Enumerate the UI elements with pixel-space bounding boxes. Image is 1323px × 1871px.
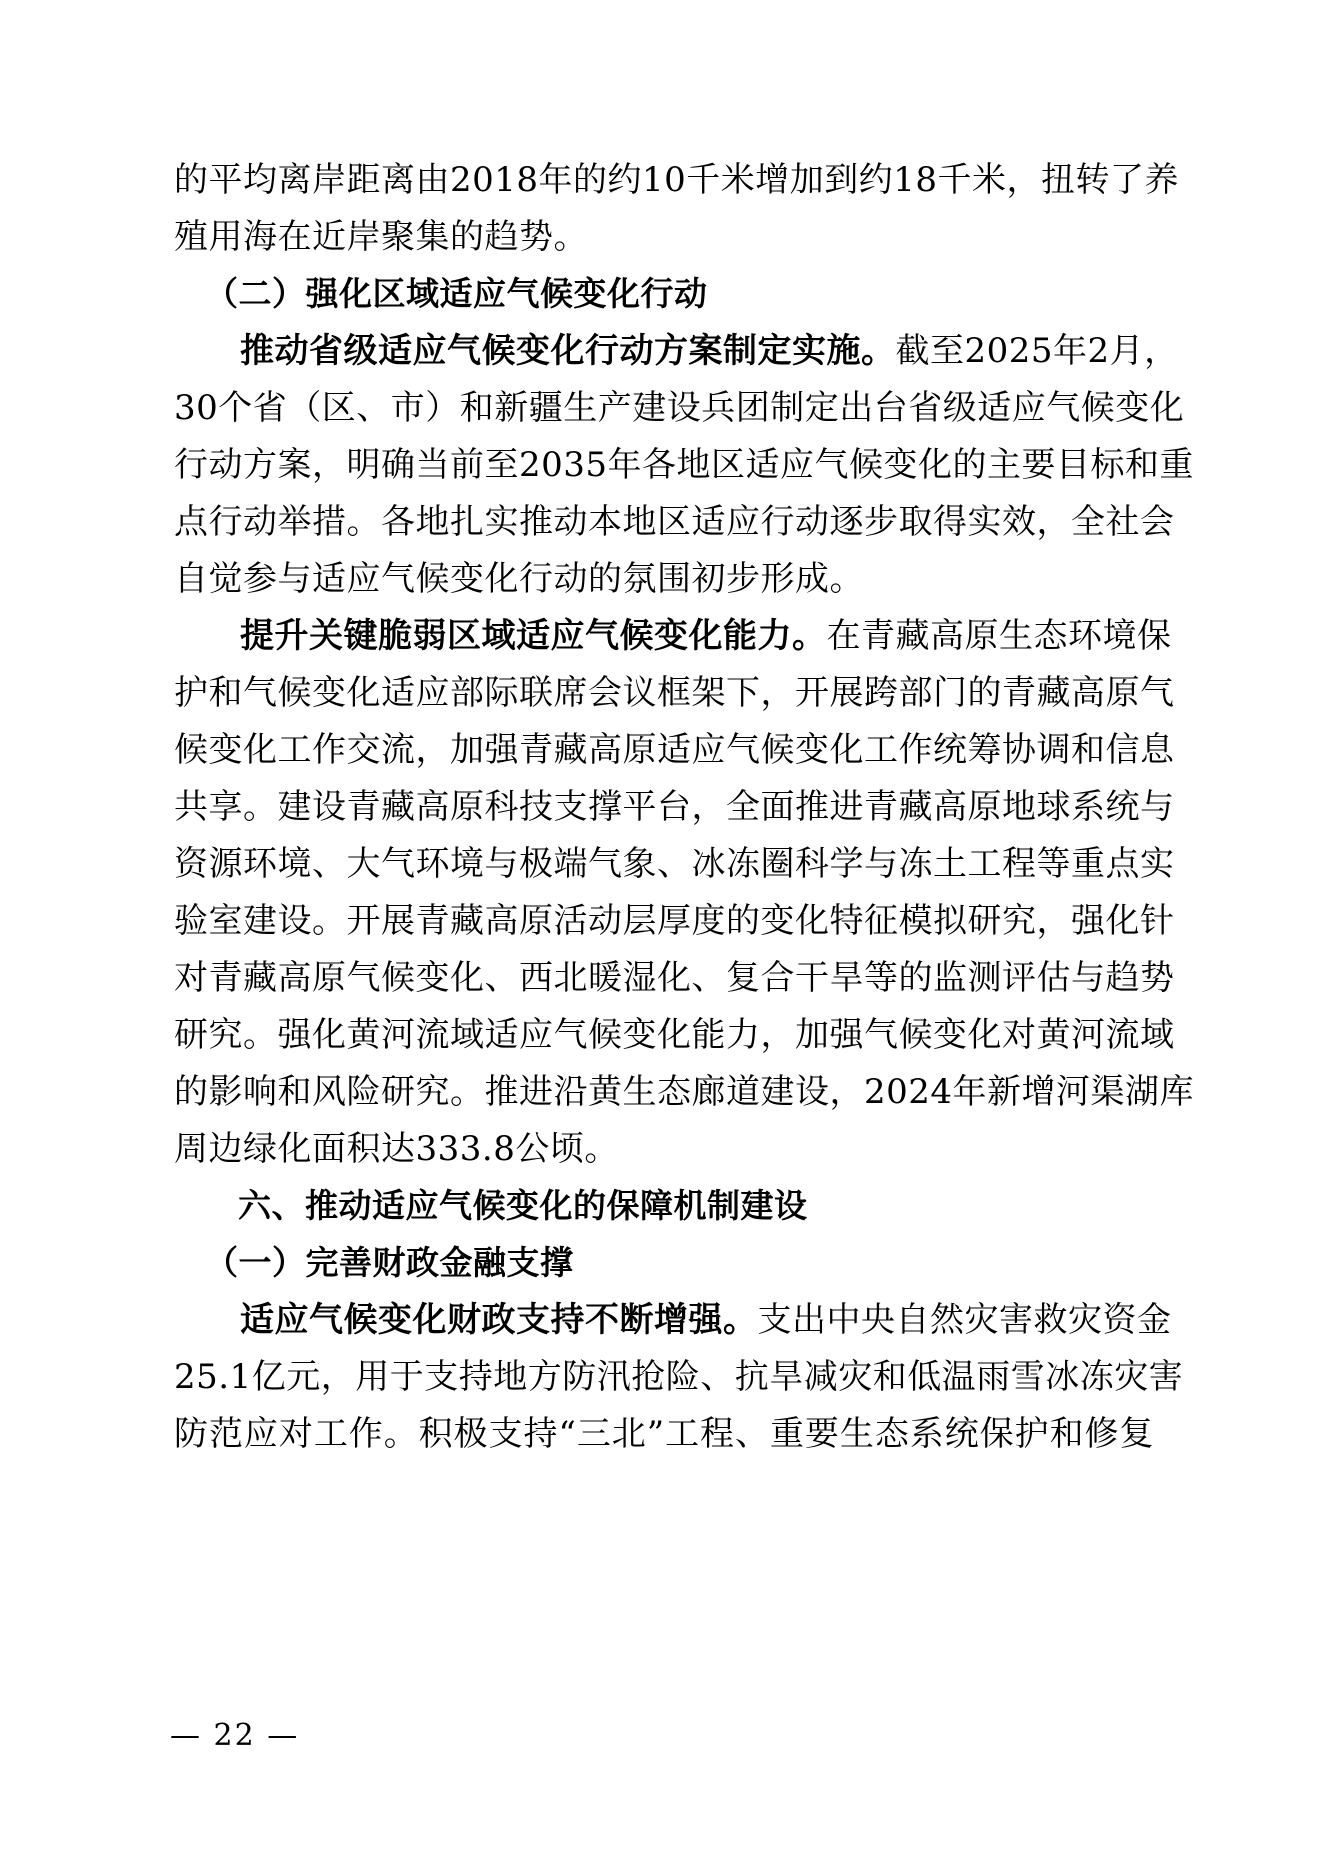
section-subheading: （一）完善财政金融支撑 [205, 1243, 574, 1282]
body-line: 研究。强化黄河流域适应气候变化能力，加强气候变化对黄河流域 [174, 1015, 1175, 1055]
paragraph-text: 支出中央自然灾害救灾资金 [757, 1300, 1172, 1340]
paragraph-first-line [240, 331, 1179, 371]
paragraph-lead: 适应气候变化财政支持不断增强。 [240, 1300, 758, 1340]
body-line: 护和气候变化适应部际联席会议框架下，开展跨部门的青藏高原气 [174, 673, 1175, 713]
paragraph-first-line [240, 616, 1172, 656]
body-line: 候变化工作交流，加强青藏高原适应气候变化工作统筹协调和信息 [174, 730, 1175, 770]
body-line: 周边绿化面积达333.8公顷。 [174, 1129, 619, 1169]
body-line: 的影响和风险研究。推进沿黄生态廊道建设，2024年新增河渠湖库 [174, 1072, 1195, 1112]
paragraph-text: 在青藏高原生态环境保 [826, 616, 1172, 656]
body-line: 共享。建设青藏高原科技支撑平台，全面推进青藏高原地球系统与 [174, 787, 1175, 827]
body-line: 的平均离岸距离由2018年的约10千米增加到约18千米，扭转了养 [174, 160, 1180, 200]
body-line: 验室建设。开展青藏高原活动层厚度的变化特征模拟研究，强化针 [174, 901, 1175, 941]
body-line: 行动方案，明确当前至2035年各地区适应气候变化的主要目标和重 [174, 445, 1195, 485]
paragraph-lead: 推动省级适应气候变化行动方案制定实施。 [240, 331, 896, 371]
body-line: 防范应对工作。积极支持“三北”工程、重要生态系统保护和修复 [174, 1414, 1154, 1454]
body-line: 点行动举措。各地扎实推动本地区适应行动逐步取得实效，全社会 [174, 502, 1175, 542]
body-line: 殖用海在近岸聚集的趋势。 [174, 217, 588, 257]
body-line: 30个省（区、市）和新疆生产建设兵团制定出台省级适应气候变化 [174, 388, 1185, 428]
section-subheading: （二）强化区域适应气候变化行动 [205, 274, 708, 313]
paragraph-lead: 提升关键脆弱区域适应气候变化能力。 [240, 616, 827, 656]
section-heading: 六、推动适应气候变化的保障机制建设 [238, 1186, 808, 1225]
body-line: 25.1亿元，用于支持地方防汛抢险、抗旱减灾和低温雨雪冰冻灾害 [174, 1357, 1184, 1397]
body-line: 自觉参与适应气候变化行动的氛围初步形成。 [174, 559, 864, 599]
page-number: — 22 — [170, 1718, 300, 1753]
body-line: 资源环境、大气环境与极端气象、冰冻圈科学与冻土工程等重点实 [174, 844, 1175, 884]
paragraph-first-line [240, 1300, 1172, 1340]
body-line: 对青藏高原气候变化、西北暖湿化、复合干旱等的监测评估与趋势 [174, 958, 1175, 998]
paragraph-text: 截至2025年2月， [895, 331, 1179, 371]
